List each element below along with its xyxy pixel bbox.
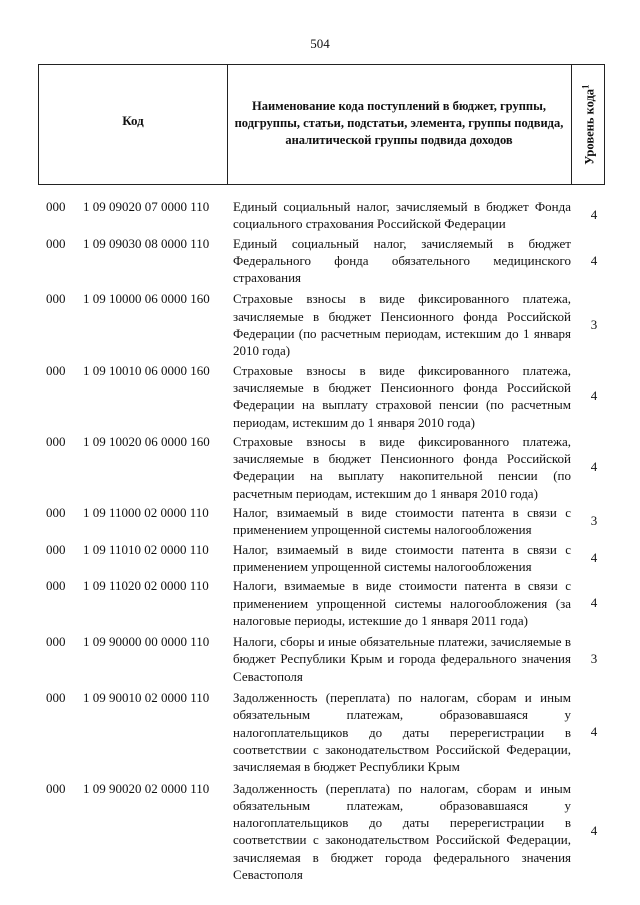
code-level: 4: [590, 549, 598, 565]
code-level: 4: [590, 252, 598, 268]
table-row: [0, 433, 640, 502]
revenue-code: 1 09 11000 02 0000 110: [83, 505, 209, 521]
admin-code: 000: [46, 505, 66, 521]
footnote-marker: 1: [580, 84, 591, 89]
table-body: [0, 196, 640, 883]
table-row: [0, 577, 640, 629]
admin-code: 000: [46, 362, 66, 378]
revenue-name: Единый социальный налог, зачисляемый в бюджет Федерального фонда обязательного медицинского страхования: [233, 235, 571, 286]
revenue-name: Задолженность (переплата) по налогам, сборам и иным обязательным платежам, образовавшаяся у налогоплательщиков до даты перерегистрации в соответствии с законодательством Российской Федерации, зачисляемая в бюджет Республики Крым: [233, 690, 571, 775]
table-row: [0, 633, 640, 685]
revenue-name: Страховые взносы в виде фиксированного платежа, зачисляемые в бюджет Пенсионного фонда Российской Федерации (по расчетным периодам, истекшим до 1 января 2010 года): [233, 291, 571, 359]
revenue-name: Задолженность (переплата) по налогам, сборам и иным обязательным платежам, образовавшаяся у налогоплательщиков до даты перерегистрации в соответствии с законодательством Российской Федерации, зачисляемая в бюджет города федерального значения Севастополя: [233, 780, 571, 882]
admin-code: 000: [46, 235, 66, 251]
revenue-code: 1 09 10020 06 0000 160: [83, 433, 210, 449]
table-row: [0, 362, 640, 431]
revenue-code: 1 09 11020 02 0000 110: [83, 578, 209, 594]
admin-code: 000: [46, 690, 66, 706]
revenue-name: Страховые взносы в виде фиксированного платежа, зачисляемые в бюджет Пенсионного фонда Российской Федерации на выплату страховой пенсии (по расчетным периодам, истекшим до 1 января 2010 года): [233, 362, 571, 430]
header-name: Наименование кода поступлений в бюджет, группы, подгруппы, статьи, подстатьи, элемента, группы подвида, аналитической группы подвида доходов: [234, 99, 564, 147]
header-level: [580, 84, 597, 164]
header-level-label: Уровень кода: [582, 88, 597, 165]
admin-code: 000: [46, 578, 66, 594]
revenue-name: Единый социальный налог, зачисляемый в бюджет Фонда социального страхования Российской Федерации: [233, 199, 571, 232]
revenue-code: 1 09 11010 02 0000 110: [83, 541, 209, 557]
revenue-name: Страховые взносы в виде фиксированного платежа, зачисляемые в бюджет Пенсионного фонда Российской Федерации на выплату накопительной пенсии (по расчетным периодам, истекшим до 1 января 2010 года): [233, 433, 571, 501]
revenue-code: 1 09 90000 00 0000 110: [83, 634, 210, 650]
revenue-code: 1 09 90020 02 0000 110: [83, 780, 210, 796]
table-row: [0, 235, 640, 287]
code-level: 4: [590, 823, 598, 839]
table-row: [0, 541, 640, 576]
page-number: 504: [310, 36, 330, 51]
revenue-name: Налоги, сборы и иные обязательные платежи, зачисляемые в бюджет Республики Крым и города федерального значения Севастополя: [233, 634, 571, 684]
revenue-code: 1 09 90010 02 0000 110: [83, 690, 210, 706]
table-row: [0, 198, 640, 233]
revenue-code: 1 09 09020 07 0000 110: [83, 199, 210, 214]
admin-code: 000: [46, 634, 66, 650]
table-row: [0, 504, 640, 539]
code-level: 3: [590, 513, 598, 529]
revenue-name: Налог, взимаемый в виде стоимости патента в связи с применением упрощенной системы налогообложения: [233, 541, 571, 574]
code-level: 4: [590, 207, 598, 223]
column-divider: [227, 65, 228, 184]
header-code: Код: [122, 113, 144, 128]
code-level: 4: [590, 459, 598, 475]
admin-code: 000: [46, 780, 66, 796]
table-row: [0, 290, 640, 359]
admin-code: 000: [46, 541, 66, 557]
admin-code: 000: [46, 199, 66, 214]
column-divider: [571, 65, 572, 184]
admin-code: 000: [46, 433, 66, 449]
revenue-name: Налоги, взимаемые в виде стоимости патента в связи с применением упрощенной системы налогообложения (за налоговые периоды, истекшие до 1 января 2011 года): [233, 578, 571, 628]
revenue-code: 1 09 10010 06 0000 160: [83, 362, 210, 378]
revenue-code: 1 09 09030 08 0000 110: [83, 235, 210, 251]
admin-code: 000: [46, 291, 66, 307]
code-level: 3: [590, 651, 598, 667]
code-level: 3: [590, 317, 598, 333]
code-level: 4: [590, 388, 598, 404]
table-row: [0, 780, 640, 884]
table-header: [38, 64, 605, 185]
table-row: [0, 689, 640, 775]
revenue-code: 1 09 10000 06 0000 160: [83, 291, 210, 307]
code-level: 4: [590, 724, 598, 740]
code-level: 4: [590, 595, 598, 611]
revenue-name: Налог, взимаемый в виде стоимости патента в связи с применением упрощенной системы налогообложения: [233, 505, 571, 538]
header-level-cell: [573, 65, 605, 184]
